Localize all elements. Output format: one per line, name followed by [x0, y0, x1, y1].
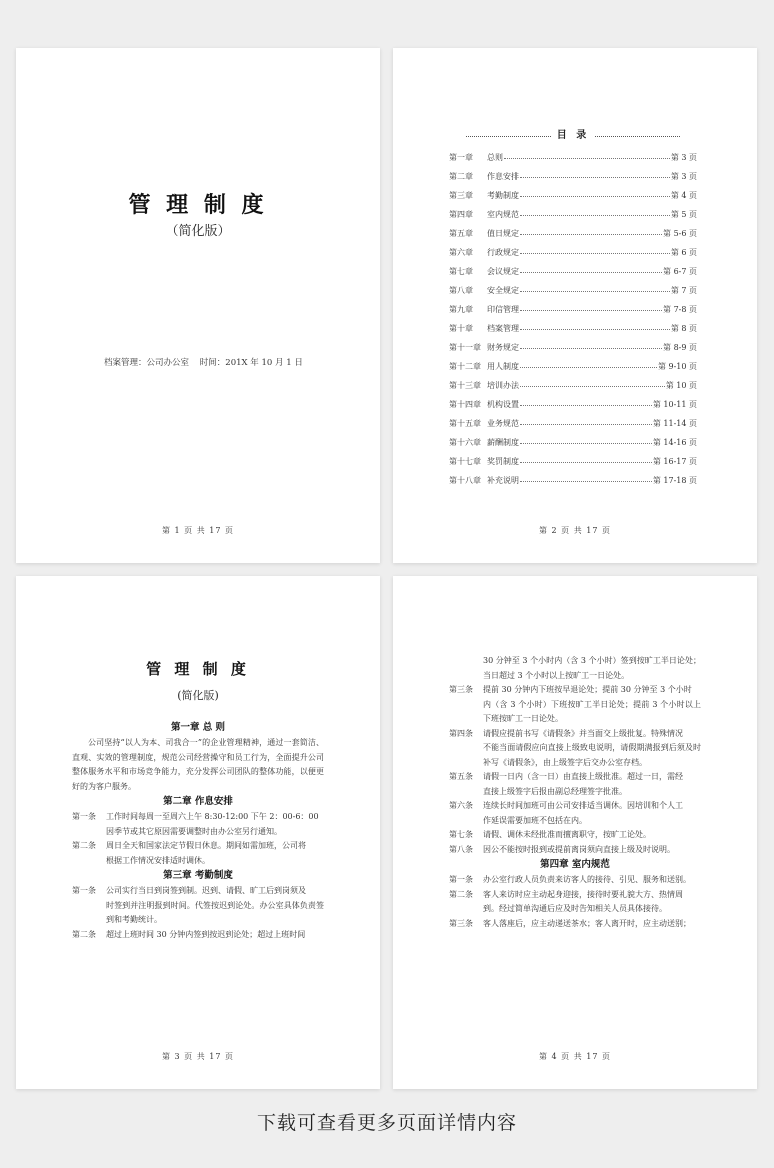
toc-chapter: 第五章	[449, 229, 473, 238]
toc-page: 第 8 页	[670, 324, 697, 333]
article	[449, 683, 701, 698]
article-continuation: 因季节或其它原因需要调整时由办公室另行通知。	[106, 826, 282, 836]
article-number: 第五条	[449, 772, 473, 781]
toc-title-text: 用人制度	[487, 362, 519, 371]
toc-page: 第 16-17 页	[652, 457, 697, 466]
toc-row	[449, 281, 697, 300]
article-text: 连续长时间加班可由公司安排适当调休。因培训和个人工	[483, 801, 683, 810]
toc-row	[449, 262, 697, 281]
toc-page: 第 10-11 页	[652, 400, 697, 409]
article-number: 第二条	[72, 841, 96, 850]
toc-page: 第 7 页	[670, 286, 697, 295]
toc-page: 第 9-10 页	[657, 362, 697, 371]
toc-chapter: 第十四章	[449, 400, 481, 409]
toc-row	[449, 205, 697, 224]
toc-leader	[520, 310, 662, 311]
toc-leader	[520, 443, 652, 444]
toc-chapter: 第七章	[449, 267, 473, 276]
article-text: 请假一日内（含一日）由直接上级批准。超过一日，需经	[483, 772, 683, 781]
article-text: 周日全天和国家法定节假日休息。期间如需加班，公司将	[106, 841, 306, 850]
toc-title-text: 薪酬制度	[487, 438, 519, 447]
toc-row	[449, 243, 697, 262]
toc-chapter: 第三章	[449, 191, 473, 200]
toc-title-text: 作息安排	[487, 172, 519, 181]
chapter-title: 第三章 考勤制度	[163, 870, 233, 881]
toc-chapter: 第二章	[449, 172, 473, 181]
toc-chapter: 第十八章	[449, 476, 481, 485]
article	[449, 828, 701, 843]
toc-leader	[520, 405, 652, 406]
page-3-body	[72, 720, 324, 942]
toc-row	[449, 395, 697, 414]
toc-leader	[520, 272, 662, 273]
toc-leader	[520, 481, 652, 482]
page-footer: 第 4 页 共 17 页	[539, 1052, 611, 1061]
toc-title-text: 培训办法	[487, 381, 519, 390]
chapter-title: 第二章 作息安排	[163, 796, 233, 807]
page-1-cover	[16, 48, 380, 563]
toc-leader	[520, 215, 670, 216]
article-continuation: 时签到并注明报到时间。代签按迟到论处。办公室具体负责签到和考勤统计。	[106, 900, 324, 924]
toc-title-text: 业务规范	[487, 419, 519, 428]
toc-title-text: 值日规定	[487, 229, 519, 238]
toc-page: 第 11-14 页	[652, 419, 697, 428]
page-4-body	[449, 654, 701, 931]
article-continuation: 到。经过简单沟通后应及时告知相关人员具体接待。	[483, 904, 667, 913]
article	[449, 888, 701, 903]
toc-title-text: 会议规定	[487, 267, 519, 276]
doc-subtitle: (简化版)	[177, 689, 219, 702]
toc-chapter: 第四章	[449, 210, 473, 219]
toc-chapter: 第一章	[449, 153, 473, 162]
article-text: 客人落座后，应主动递送茶水；客人离开时，应主动送别；	[483, 918, 691, 928]
toc-title: 目 录	[556, 130, 590, 141]
toc-page: 第 5-6 页	[663, 229, 697, 238]
toc-chapter: 第十一章	[449, 343, 481, 352]
download-caption: 下载可查看更多页面详情内容	[256, 1112, 517, 1134]
article-number: 第二条	[72, 929, 96, 939]
article-text: 工作时间每周一至周六上午 8:30-12:00 下午 2：00-6：00	[106, 812, 319, 821]
toc-row	[449, 357, 697, 376]
doc-title: 管 理 制 度	[146, 660, 250, 678]
toc-page: 第 5 页	[670, 210, 697, 219]
toc-row	[449, 300, 697, 319]
toc-title-text: 财务规定	[487, 343, 519, 352]
toc-title-text: 补充说明	[487, 476, 519, 485]
article	[72, 810, 324, 825]
toc-leader	[520, 177, 670, 178]
page-footer: 第 1 页 共 17 页	[162, 526, 234, 535]
cover-title: 管 理 制 度	[128, 193, 268, 218]
toc-title-text: 档案管理	[487, 324, 519, 333]
toc-title-text: 行政规定	[487, 248, 519, 257]
article-number: 第七条	[449, 830, 473, 839]
article-list	[449, 873, 701, 931]
article	[449, 917, 701, 932]
page-3	[16, 576, 380, 1089]
toc-page: 第 8-9 页	[663, 343, 697, 352]
toc-title-text: 总则	[487, 153, 503, 162]
toc-row	[449, 433, 697, 452]
toc-chapter: 第十七章	[449, 457, 481, 466]
article-number: 第一条	[449, 875, 473, 884]
toc-row	[449, 148, 697, 167]
toc-chapter: 第六章	[449, 248, 473, 257]
toc-leader	[520, 348, 662, 349]
toc-title-text: 印信管理	[487, 305, 519, 314]
toc-chapter: 第十五章	[449, 419, 481, 428]
toc-row	[449, 319, 697, 338]
article	[449, 727, 701, 742]
page-4	[393, 576, 757, 1089]
toc-page: 第 17-18 页	[652, 476, 697, 485]
article-list	[449, 683, 701, 857]
toc-page: 第 4 页	[670, 191, 697, 200]
page-footer: 第 2 页 共 17 页	[539, 526, 611, 535]
toc-leader	[520, 329, 670, 330]
toc-row	[449, 414, 697, 433]
toc-page: 第 3 页	[670, 153, 697, 162]
toc-row	[449, 186, 697, 205]
article	[449, 873, 701, 888]
article-list	[72, 884, 324, 942]
chapter-title: 第一章 总 则	[170, 722, 226, 733]
toc-page: 第 10 页	[665, 381, 697, 390]
toc-list	[449, 148, 697, 490]
toc-row	[449, 452, 697, 471]
cover-subtitle: （简化版）	[165, 224, 231, 239]
article-continuation: 根据工作情况安排适时调休。	[106, 855, 210, 865]
article-number: 第三条	[449, 918, 473, 928]
article-text: 因公不能按时报到或提前离岗须向直接上级及时说明。	[483, 844, 675, 854]
toc-heading	[466, 130, 680, 142]
toc-leader	[520, 291, 670, 292]
paragraph: 公司坚持“以人为本、司我合一”的企业管理精神，通过一套简洁、直观、实效的管理制度，规范公司经营操守和员工行为，全面提升公司整体服务水平和市场竞争能力，充分发挥公司团队的整体功能，以便更好的为客户服务。	[72, 738, 324, 791]
toc-page: 第 6-7 页	[663, 267, 697, 276]
article-number: 第四条	[449, 728, 473, 738]
page-2-toc	[393, 48, 757, 563]
toc-leader	[520, 462, 652, 463]
article	[449, 799, 701, 814]
toc-title-text: 奖罚制度	[487, 457, 519, 466]
toc-leader	[504, 158, 670, 159]
toc-chapter: 第十二章	[449, 362, 481, 371]
toc-page: 第 3 页	[670, 172, 697, 181]
article	[72, 928, 324, 943]
article-text: 请假、调休未经批准而擅离职守，按旷工论处。	[483, 830, 651, 839]
toc-row	[449, 224, 697, 243]
article-number: 第六条	[449, 801, 473, 810]
article-continuation: 作延误需要加班不包括在内。	[483, 815, 587, 825]
article-text: 超过上班时间 30 分钟内签到按迟到论处；超过上班时间	[106, 929, 306, 939]
article-continuation: 内（含 3 个小时）下班按旷工半日论处；提前 3 个小时以上下班按旷工一日论处。	[483, 699, 701, 723]
article	[449, 770, 701, 785]
toc-row	[449, 338, 697, 357]
article-number: 第一条	[72, 886, 96, 895]
article-list	[72, 810, 324, 868]
article-number: 第二条	[449, 889, 473, 899]
toc-title-text: 室内规范	[487, 210, 519, 219]
toc-leader	[520, 386, 665, 387]
article	[72, 884, 324, 899]
article-text: 客人来访时应主动起身迎接，接待时要礼貌大方、热情周	[483, 889, 683, 899]
toc-chapter: 第十六章	[449, 438, 481, 447]
article-continuation: 直接上级签字后报由副总经理签字批准。	[483, 786, 627, 796]
article-continuation: 不能当面请假应向直接上级致电说明，请假期满报到后须及时补写《请假条》，由上级签字后交办公室存档。	[483, 743, 701, 767]
toc-leader	[520, 367, 657, 368]
toc-row	[449, 471, 697, 490]
article	[72, 839, 324, 854]
article-text: 请假应提前书写《请假条》并当面交上级批复。特殊情况	[483, 728, 683, 738]
article-continuation: 30 分钟至 3 个小时内（含 3 个小时）签到按旷工半日论处；当日超过 3 个小时以上按旷工一日论处。	[483, 656, 701, 680]
toc-page: 第 14-16 页	[652, 438, 697, 447]
article-text: 办公室行政人员负责来访客人的接待、引见、服务和送别。	[483, 875, 691, 884]
article-number: 第三条	[449, 685, 473, 694]
toc-page: 第 7-8 页	[663, 305, 697, 314]
cover-meta: 档案管理：公司办公室 时间：201X 年 10 月 1 日	[104, 358, 303, 368]
toc-page: 第 6 页	[670, 248, 697, 257]
toc-leader	[520, 196, 670, 197]
toc-title-text: 安全规定	[487, 286, 519, 295]
toc-leader	[520, 424, 652, 425]
toc-row	[449, 376, 697, 395]
toc-leader	[520, 234, 662, 235]
article-number: 第一条	[72, 812, 96, 821]
toc-chapter: 第十三章	[449, 381, 481, 390]
article-text: 公司实行当日到岗签到制。迟到、请假、旷工后到岗须及	[106, 886, 306, 895]
toc-row	[449, 167, 697, 186]
page-footer: 第 3 页 共 17 页	[162, 1052, 234, 1061]
toc-chapter: 第九章	[449, 305, 473, 314]
chapter-title: 第四章 室内规范	[540, 859, 610, 870]
toc-chapter: 第十章	[449, 324, 473, 333]
article-text: 提前 30 分钟内下班按早退论处；提前 30 分钟至 3 个小时	[483, 685, 692, 694]
toc-title-text: 考勤制度	[487, 191, 519, 200]
article	[449, 843, 701, 858]
article-number: 第八条	[449, 844, 473, 854]
toc-chapter: 第八章	[449, 286, 473, 295]
toc-leader	[520, 253, 670, 254]
toc-title-text: 机构设置	[487, 400, 519, 409]
